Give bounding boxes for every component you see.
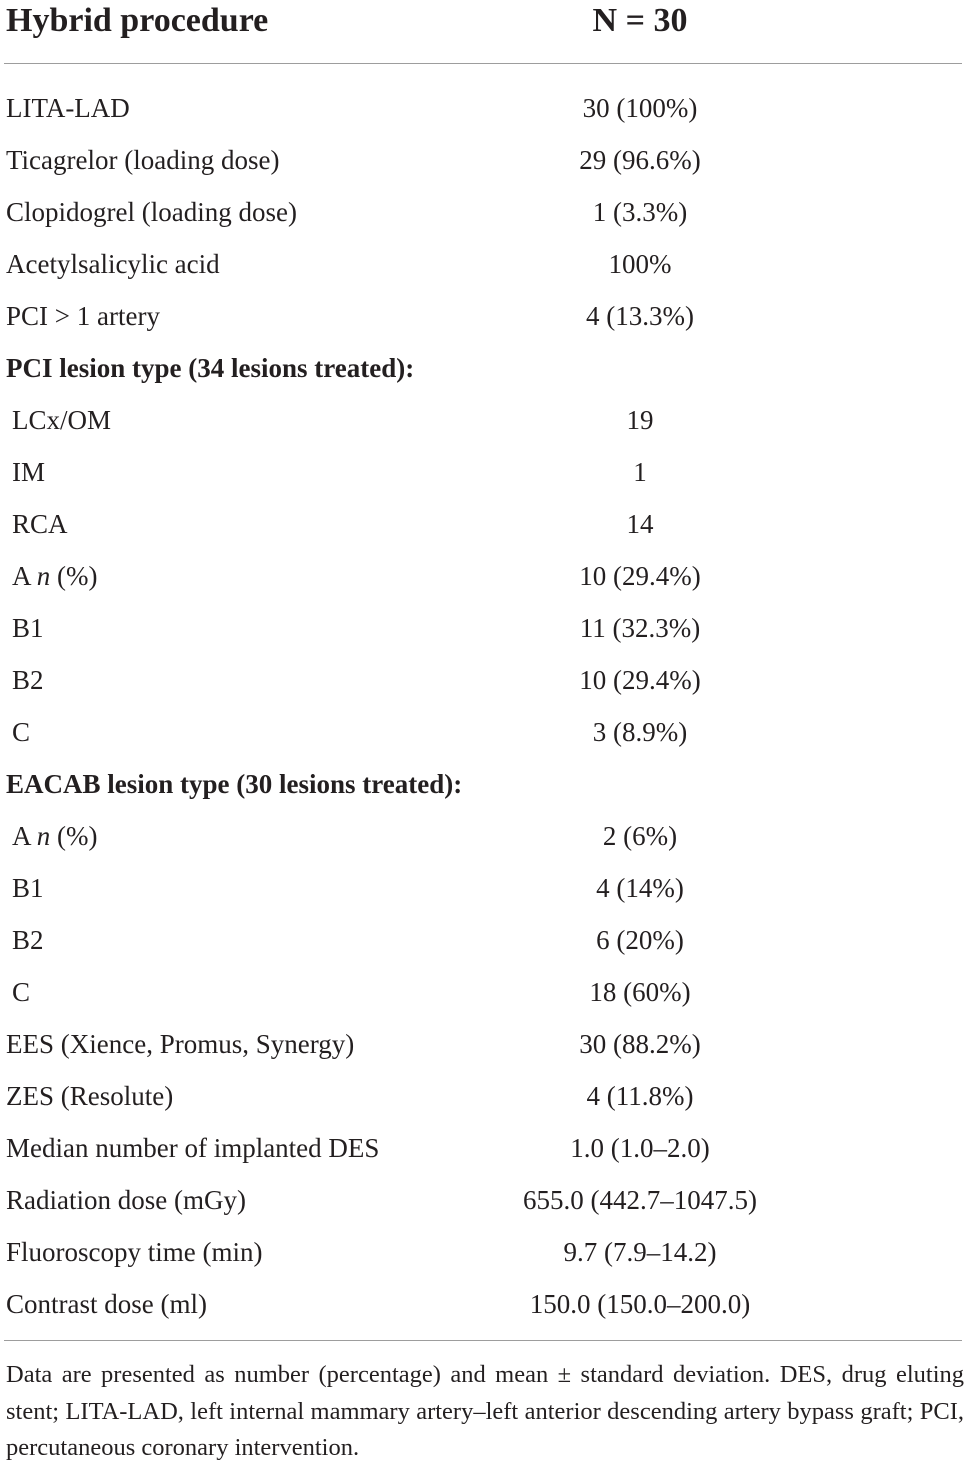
table-row <box>0 238 968 290</box>
table-row <box>0 1122 968 1174</box>
table-row <box>0 446 968 498</box>
row-label-suffix: (%) <box>50 561 98 591</box>
row-label <box>12 810 98 862</box>
section-heading-eacab <box>0 758 968 810</box>
bottom-divider <box>4 1340 962 1341</box>
row-value: 100% <box>608 249 672 279</box>
section-heading-pci <box>0 342 968 394</box>
table-row <box>0 134 968 186</box>
row-value: 2 (6%) <box>602 821 678 851</box>
row-value: 4 (14%) <box>596 873 684 903</box>
row-value: 1.0 (1.0–2.0) <box>570 1133 710 1163</box>
row-label-suffix: (%) <box>50 821 98 851</box>
table-row <box>0 1226 968 1278</box>
row-value: 1 <box>633 457 647 487</box>
row-value: 19 <box>626 405 654 435</box>
row-label: ZES (Resolute) <box>6 1081 174 1111</box>
row-label <box>12 550 98 602</box>
row-label: B1 <box>12 873 44 903</box>
table-header <box>0 0 968 44</box>
table-row <box>0 394 968 446</box>
top-divider <box>4 63 962 64</box>
row-label-italic: n <box>36 821 51 851</box>
header-label: Hybrid procedure <box>6 2 269 39</box>
row-value: 1 (3.3%) <box>592 197 688 227</box>
row-label: LCx/OM <box>12 405 112 435</box>
table-footnote: Data are presented as number (percentage) and mean ± standard deviation. DES, drug eluting stent; LITA-LAD, left internal mammary artery–left anterior descending artery bypass graft; PCI, percutaneous coronary intervention. <box>6 1361 964 1461</box>
table-body <box>0 82 968 1330</box>
row-label: Clopidogrel (loading dose) <box>6 197 297 227</box>
table-row <box>0 498 968 550</box>
row-label: C <box>12 977 31 1007</box>
table-row <box>0 914 968 966</box>
table-row <box>0 966 968 1018</box>
row-label: B1 <box>12 613 44 643</box>
header-value: N = 30 <box>592 2 688 39</box>
row-value: 4 (13.3%) <box>586 301 694 331</box>
row-label: IM <box>12 457 45 487</box>
row-value: 3 (8.9%) <box>592 717 688 747</box>
row-label: LITA-LAD <box>6 93 130 123</box>
table-row <box>0 602 968 654</box>
row-value: 6 (20%) <box>596 925 684 955</box>
table-row <box>0 550 968 602</box>
row-value: 18 (60%) <box>589 977 691 1007</box>
row-value: 29 (96.6%) <box>579 145 701 175</box>
row-value: 10 (29.4%) <box>579 561 701 591</box>
table-row <box>0 654 968 706</box>
row-value: 9.7 (7.9–14.2) <box>563 1237 717 1267</box>
row-value: 30 (88.2%) <box>579 1029 701 1059</box>
row-value: 150.0 (150.0–200.0) <box>529 1289 751 1319</box>
row-value: 14 <box>626 509 654 539</box>
row-value: 11 (32.3%) <box>579 613 701 643</box>
row-label: Median number of implanted DES <box>6 1133 380 1163</box>
table-row <box>0 862 968 914</box>
row-value: 655.0 (442.7–1047.5) <box>523 1185 757 1215</box>
table-row <box>0 290 968 342</box>
table-row <box>0 1070 968 1122</box>
table-row <box>0 186 968 238</box>
row-label: EES (Xience, Promus, Synergy) <box>6 1029 355 1059</box>
row-label: RCA <box>12 509 68 539</box>
row-label-prefix: A <box>12 821 37 851</box>
table-row <box>0 1018 968 1070</box>
row-label: B2 <box>12 925 44 955</box>
row-value: 30 (100%) <box>582 93 698 123</box>
row-label: C <box>12 717 31 747</box>
row-label: Fluoroscopy time (min) <box>6 1237 263 1267</box>
row-label: B2 <box>12 665 44 695</box>
table-row <box>0 82 968 134</box>
table-row <box>0 1174 968 1226</box>
row-label: Acetylsalicylic acid <box>6 249 220 279</box>
table-row <box>0 1278 968 1330</box>
row-label-prefix: A <box>12 561 37 591</box>
row-label: Contrast dose (ml) <box>6 1289 207 1319</box>
row-value: 10 (29.4%) <box>579 665 701 695</box>
section-label: PCI lesion type (34 lesions treated): <box>6 353 415 383</box>
row-label: Ticagrelor (loading dose) <box>6 145 280 175</box>
row-label: PCI > 1 artery <box>6 301 160 331</box>
table-row <box>0 810 968 862</box>
row-label: Radiation dose (mGy) <box>6 1185 246 1215</box>
row-value: 4 (11.8%) <box>586 1081 694 1111</box>
table-row <box>0 706 968 758</box>
row-label-italic: n <box>36 561 51 591</box>
section-label: EACAB lesion type (30 lesions treated): <box>6 769 463 799</box>
